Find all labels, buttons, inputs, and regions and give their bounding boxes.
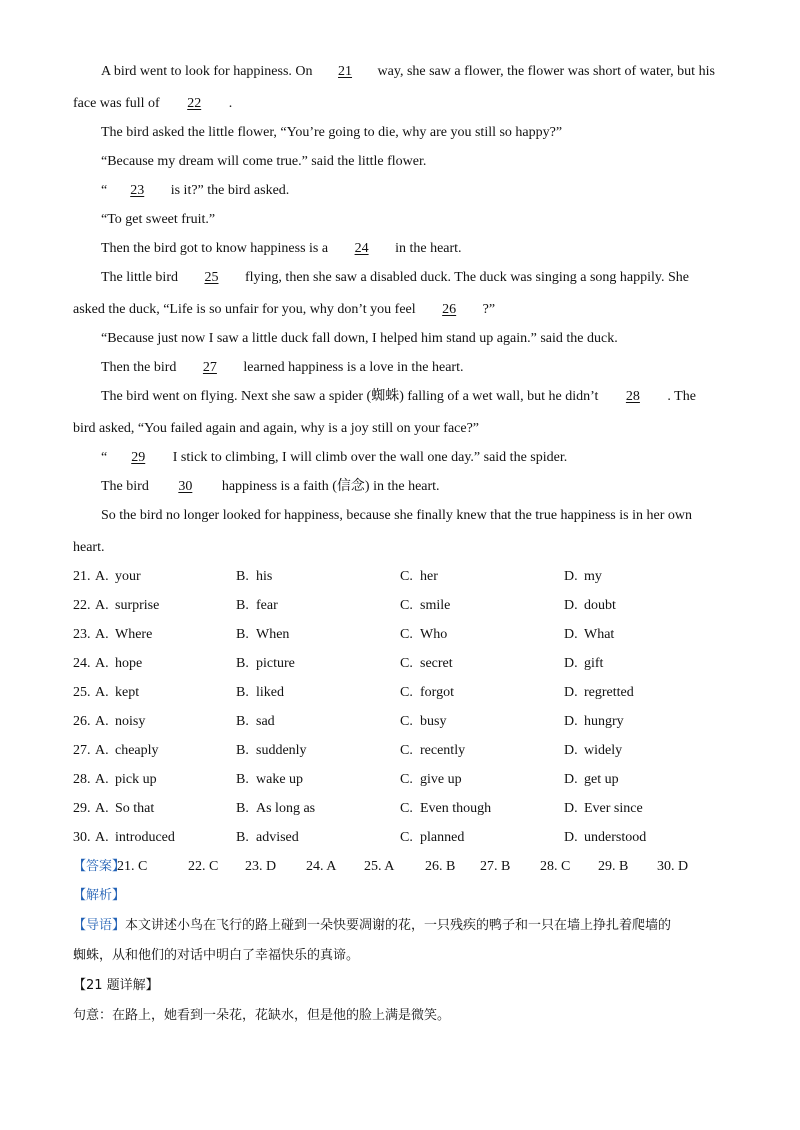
passage-text: Then the bird: [101, 360, 180, 375]
passage-line: [101, 449, 567, 467]
option-d: [564, 568, 602, 586]
option-row: [73, 713, 773, 731]
answer-item: 26. B: [425, 859, 456, 874]
passage-line: [101, 211, 215, 229]
passage-text: So the bird no longer looked for happiness, because she finally knew that the true happiness is in her own: [101, 508, 692, 523]
option-a: [95, 713, 145, 731]
option-a: [95, 597, 159, 615]
passage-text: “Because my dream will come true.” said the little flower.: [101, 154, 427, 169]
option-text: gift: [584, 656, 604, 671]
option-text: busy: [420, 714, 447, 729]
option-b: [236, 742, 307, 760]
option-letter: C.: [400, 772, 413, 787]
option-c: [400, 568, 438, 586]
option-letter: C.: [400, 656, 413, 671]
option-text: wake up: [256, 772, 304, 787]
guide-tag: 【导语】: [73, 918, 126, 933]
option-letter: D.: [564, 627, 578, 642]
option-row: [73, 771, 773, 789]
answer-item: 28. C: [540, 859, 571, 874]
question-number: 26.: [73, 714, 91, 729]
option-text: So that: [115, 801, 155, 816]
option-b: [236, 626, 289, 644]
option-text: regretted: [584, 685, 634, 700]
option-letter: A.: [95, 801, 109, 816]
option-text: your: [115, 569, 141, 584]
option-letter: D.: [564, 714, 578, 729]
answer-item: 29. B: [598, 859, 629, 874]
option-letter: D.: [564, 830, 578, 845]
passage-text: “: [101, 183, 108, 198]
option-letter: D.: [564, 685, 578, 700]
option-letter: C.: [400, 830, 413, 845]
option-text: widely: [584, 743, 623, 758]
option-b: [236, 800, 315, 818]
option-text: smile: [420, 598, 451, 613]
passage-line: [101, 269, 689, 287]
blank-24: 24: [354, 241, 369, 256]
option-b: [236, 713, 275, 731]
passage-text: happiness is a faith (信念) in the heart.: [218, 479, 440, 494]
passage-text: heart.: [73, 540, 105, 555]
passage-line: [101, 153, 426, 171]
option-text: fear: [256, 598, 278, 613]
option-row: [73, 829, 773, 847]
option-text: doubt: [584, 598, 616, 613]
option-c: [400, 684, 454, 702]
option-d: [564, 626, 614, 644]
blank-23: 23: [130, 183, 145, 198]
option-letter: D.: [564, 598, 578, 613]
option-a: [95, 684, 139, 702]
option-text: get up: [584, 772, 619, 787]
passage-line: [101, 124, 562, 142]
passage-line: [101, 182, 289, 200]
option-b: [236, 684, 284, 702]
option-d: [564, 829, 646, 847]
option-letter: C.: [400, 569, 413, 584]
blank-25: 25: [204, 270, 219, 285]
option-c: [400, 829, 464, 847]
option-d: [564, 655, 603, 673]
passage-text: flying, then she saw a disabled duck. The duck was singing a song happily. She: [241, 270, 690, 285]
option-b: [236, 829, 299, 847]
passage-line: [73, 420, 479, 438]
option-row: [73, 626, 773, 644]
option-c: [400, 655, 453, 673]
option-letter: B.: [236, 714, 249, 729]
passage-text: The little bird: [101, 270, 182, 285]
q21-tag: 【21 题详解】: [73, 978, 159, 993]
option-d: [564, 713, 624, 731]
option-row: [73, 684, 773, 702]
option-row: [73, 655, 773, 673]
answer-item: 24. A: [306, 859, 337, 874]
passage-line: [101, 478, 440, 496]
option-letter: A.: [95, 627, 109, 642]
question-number: 30.: [73, 830, 91, 845]
option-letter: C.: [400, 598, 413, 613]
blank-29: 29: [131, 450, 146, 465]
option-b: [236, 597, 278, 615]
answer-item: 21. C: [117, 859, 148, 874]
passage-text: . The: [663, 389, 696, 404]
option-letter: A.: [95, 656, 109, 671]
option-text: hungry: [584, 714, 624, 729]
option-a: [95, 568, 141, 586]
option-row: [73, 742, 773, 760]
answer-row: [73, 858, 773, 876]
option-letter: B.: [236, 772, 249, 787]
option-letter: B.: [236, 743, 249, 758]
option-text: What: [584, 627, 615, 642]
passage-text: face was full of: [73, 96, 164, 111]
option-a: [95, 655, 142, 673]
question-number: 22.: [73, 598, 91, 613]
option-text: cheaply: [115, 743, 159, 758]
passage-text: way, she saw a flower, the flower was short of water, but his: [374, 64, 715, 79]
question-number: 23.: [73, 627, 91, 642]
question-number: 27.: [73, 743, 91, 758]
option-letter: D.: [564, 772, 578, 787]
option-c: [400, 597, 450, 615]
question-number: 29.: [73, 801, 91, 816]
option-text: As long as: [256, 801, 316, 816]
blank-26: 26: [442, 302, 457, 317]
option-c: [400, 713, 446, 731]
guide-line-2: 蜘蛛，从和他们的对话中明白了幸福快乐的真谛。: [73, 948, 360, 963]
passage-text: “Because just now I saw a little duck fall down, I helped him stand up again.” said the duck.: [101, 331, 618, 346]
passage-text: The bird asked the little flower, “You’re going to die, why are you still so happy?”: [101, 125, 563, 140]
blank-28: 28: [625, 389, 640, 404]
option-letter: B.: [236, 685, 249, 700]
answer-tag: 【答案】: [73, 859, 126, 874]
passage-text: learned happiness is a love in the heart.: [239, 360, 464, 375]
q21-meaning: 句意：在路上，她看到一朵花，花缺水，但是他的脸上满是微笑。: [73, 1008, 451, 1023]
option-text: sad: [256, 714, 275, 729]
option-a: [95, 742, 159, 760]
guide-line-1: [73, 917, 671, 935]
option-text: Where: [115, 627, 153, 642]
question-number: 28.: [73, 772, 91, 787]
option-text: hope: [115, 656, 143, 671]
passage-text: I stick to climbing, I will climb over the wall one day.” said the spider.: [169, 450, 568, 465]
passage-line: [73, 95, 232, 113]
option-a: [95, 771, 157, 789]
passage-text: The bird went on flying. Next she saw a spider (蜘蛛) falling of a wet wall, but he didn’t: [101, 389, 602, 404]
option-text: suddenly: [256, 743, 307, 758]
option-letter: C.: [400, 627, 413, 642]
question-number: 24.: [73, 656, 91, 671]
option-text: my: [584, 569, 602, 584]
option-d: [564, 742, 622, 760]
passage-text: “To get sweet fruit.”: [101, 212, 216, 227]
option-letter: B.: [236, 569, 249, 584]
option-letter: B.: [236, 598, 249, 613]
option-letter: D.: [564, 801, 578, 816]
option-text: give up: [420, 772, 462, 787]
option-letter: C.: [400, 743, 413, 758]
passage-line: [101, 388, 696, 406]
option-text: secret: [420, 656, 453, 671]
passage-text: Then the bird got to know happiness is a: [101, 241, 332, 256]
option-letter: B.: [236, 656, 249, 671]
option-c: [400, 742, 465, 760]
option-letter: A.: [95, 743, 109, 758]
option-text: Even though: [420, 801, 492, 816]
option-text: liked: [256, 685, 284, 700]
option-text: advised: [256, 830, 299, 845]
passage-text: is it?” the bird asked.: [167, 183, 290, 198]
passage-text: bird asked, “You failed again and again, why is a joy still on your face?”: [73, 421, 480, 436]
option-letter: C.: [400, 801, 413, 816]
option-a: [95, 800, 154, 818]
option-letter: A.: [95, 598, 109, 613]
option-c: [400, 771, 462, 789]
option-text: forgot: [420, 685, 454, 700]
guide-text-1: 本文讲述小鸟在飞行的路上碰到一朵快要凋谢的花，一只残疾的鸭子和一只在墙上挣扎着爬墙的: [125, 918, 672, 933]
option-letter: C.: [400, 685, 413, 700]
option-text: When: [256, 627, 290, 642]
passage-line: [73, 539, 104, 557]
passage-line: [101, 330, 618, 348]
option-text: Ever since: [584, 801, 643, 816]
passage-line: [101, 507, 692, 525]
passage-line: [101, 240, 462, 258]
blank-30: 30: [178, 479, 193, 494]
option-letter: B.: [236, 801, 249, 816]
blank-22: 22: [187, 96, 202, 111]
question-number: 21.: [73, 569, 91, 584]
passage-line: [101, 359, 463, 377]
answer-item: 22. C: [188, 859, 219, 874]
option-letter: D.: [564, 569, 578, 584]
option-row: [73, 568, 773, 586]
option-letter: A.: [95, 830, 109, 845]
answer-item: 25. A: [364, 859, 395, 874]
answer-item: 23. D: [245, 859, 277, 874]
option-d: [564, 800, 643, 818]
option-text: noisy: [115, 714, 146, 729]
option-letter: A.: [95, 685, 109, 700]
passage-text: in the heart.: [391, 241, 462, 256]
option-text: pick up: [115, 772, 157, 787]
option-letter: C.: [400, 714, 413, 729]
option-letter: A.: [95, 569, 109, 584]
option-text: her: [420, 569, 438, 584]
option-text: Who: [420, 627, 448, 642]
option-letter: B.: [236, 830, 249, 845]
option-letter: B.: [236, 627, 249, 642]
analysis-tag: 【解析】: [73, 888, 126, 903]
answer-item: 27. B: [480, 859, 511, 874]
option-c: [400, 800, 491, 818]
option-b: [236, 655, 295, 673]
option-c: [400, 626, 447, 644]
option-b: [236, 568, 272, 586]
blank-27: 27: [202, 360, 217, 375]
option-text: kept: [115, 685, 140, 700]
option-row: [73, 800, 773, 818]
option-text: planned: [420, 830, 465, 845]
option-a: [95, 626, 152, 644]
option-d: [564, 597, 616, 615]
option-text: recently: [420, 743, 466, 758]
option-letter: A.: [95, 714, 109, 729]
passage-text: The bird: [101, 479, 153, 494]
blank-21: 21: [338, 64, 353, 79]
option-text: understood: [584, 830, 647, 845]
option-text: picture: [256, 656, 295, 671]
passage-line: [101, 63, 715, 81]
option-row: [73, 597, 773, 615]
passage-text: asked the duck, “Life is so unfair for you, why don’t you feel: [73, 302, 420, 317]
passage-line: [73, 301, 495, 319]
passage-text: “: [101, 450, 108, 465]
passage-text: ?”: [479, 302, 496, 317]
question-number: 25.: [73, 685, 91, 700]
passage-text: A bird went to look for happiness. On: [101, 64, 317, 79]
option-text: introduced: [115, 830, 175, 845]
option-text: his: [256, 569, 273, 584]
option-b: [236, 771, 303, 789]
option-letter: A.: [95, 772, 109, 787]
option-d: [564, 684, 634, 702]
option-text: surprise: [115, 598, 160, 613]
option-a: [95, 829, 175, 847]
option-d: [564, 771, 619, 789]
passage-text: .: [225, 96, 233, 111]
option-letter: D.: [564, 656, 578, 671]
option-letter: D.: [564, 743, 578, 758]
answer-item: 30. D: [657, 859, 689, 874]
